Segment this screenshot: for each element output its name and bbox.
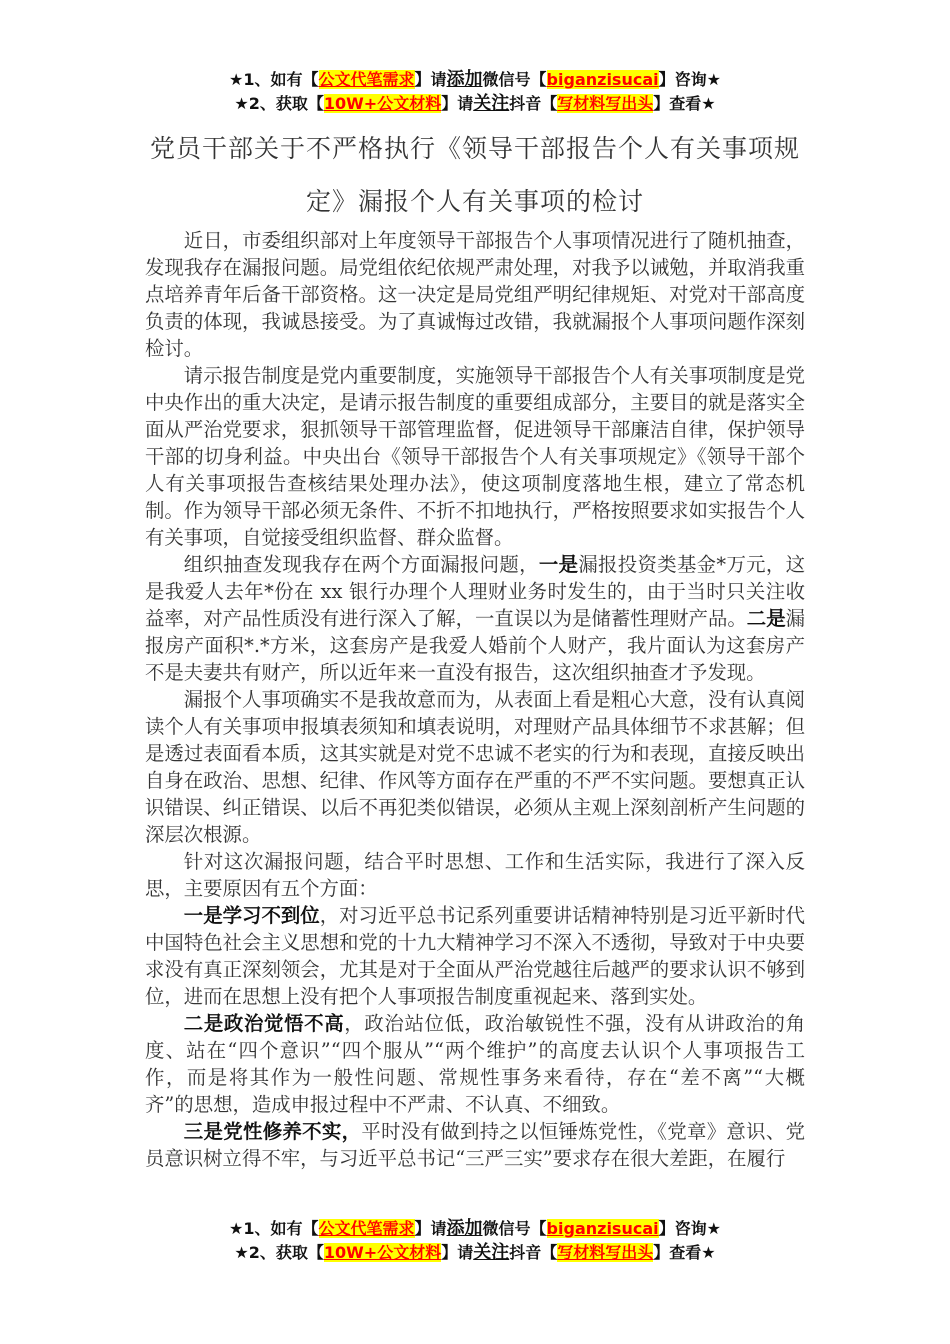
promo-text: 抖音【 [509, 94, 558, 113]
promo-text: ★1、如有【 [229, 70, 319, 89]
promo-underline: 关注 [473, 93, 510, 114]
promo-banner-top [0, 68, 950, 116]
promo-text: 】咨询★ [658, 1219, 721, 1238]
paragraph-text: 请示报告制度是党内重要制度，实施领导干部报告个人有关事项制度是党中央作出的重大决定，是请示报告制度的重要组成部分，主要目的就是落实全面从严治党要求，狠抓领导干部管理监督，促进领导干部廉洁自律，保护领导干部的切身利益。中央出台《领导干部报告个人有关事项规定》《领导干部个人有关事项报告查核结果处理办法》，使这项制度落地生根，建立了常态机制。作为领导干部必须无条件、不折不扣地执行，严格按照要求如实报告个人有关事项，自觉接受组织监督、群众监督。 [145, 364, 805, 549]
paragraph [145, 551, 805, 686]
promo-text: ★2、获取【 [234, 94, 324, 113]
paragraph [145, 686, 805, 848]
promo-text: ★1、如有【 [229, 1219, 319, 1238]
promo-douyin-id: 写材料写出头 [557, 94, 654, 113]
paragraph-text: ，政治站位低，政治敏锐性不强，没有从讲政治的角度、站在“四个意识”“四个服从”“两个维护”的高度去认识个人事项报告工作，而是将其作为一般性问题、常规性事务来看待，存在“差不离”“大概齐”的思想，造成申报过程中不严肃、不认真、不细致。 [145, 1012, 806, 1116]
promo-text: 】查看★ [653, 1243, 716, 1262]
paragraph-text: 漏报个人事项确实不是我故意而为，从表面上看是粗心大意，没有认真阅读个人有关事项申报填表须知和填表说明，对理财产品具体细节不求甚解；但是透过表面看本质，这其实就是对党不忠诚不老实的行为和表现，直接反映出自身在政治、思想、纪律、作风等方面存在严重的不严不实问题。要想真正认识错误、纠正错误、以后不再犯类似错误，必须从主观上深刻剖析产生问题的深层次根源。 [145, 688, 805, 846]
bold-lead-text: 二是政治觉悟不高 [183, 1012, 345, 1035]
promo-underline: 关注 [473, 1242, 510, 1263]
document-title: 党员干部关于不严格执行《领导干部报告个人有关事项规定》漏报个人有关事项的检讨 [149, 134, 800, 216]
promo-text: 】查看★ [653, 94, 716, 113]
paragraph-text: 组织抽查发现我存在两个方面漏报问题， [183, 553, 539, 576]
promo-text: ★2、获取【 [234, 1243, 324, 1262]
promo-wechat-id: biganzisucai [546, 1219, 659, 1238]
promo-banner-bottom [0, 1217, 950, 1265]
promo-text: 】请 [441, 1243, 474, 1262]
paragraph-text: 针对这次漏报问题，结合平时思想、工作和生活实际，我进行了深入反思，主要原因有五个方面： [145, 850, 805, 900]
promo-text: 】咨询★ [658, 70, 721, 89]
promo-highlight: 公文代笔需求 [318, 70, 415, 89]
promo-line-1 [0, 68, 950, 92]
document-body [145, 227, 805, 1172]
paragraph [145, 227, 805, 362]
paragraph-text: ，对习近平总书记系列重要讲话精神特别是习近平新时代中国特色社会主义思想和党的十九大精神学习不深入不透彻，导致对于中央要求没有真正深刻领会，尤其是对于全面从严治党越往后越严的要求认识不够到位，进而在思想上没有把个人事项报告制度重视起来、落到实处。 [145, 904, 806, 1008]
paragraph-text: 漏报投资类基金*万元，这是我爱人去年*份在 xx 银行办理个人理财业务时发生的，由于当时只关注收益率，对产品性质没有进行深入了解，一直误以为是储蓄性理财产品。 [145, 553, 806, 630]
paragraph [145, 848, 805, 902]
promo-highlight: 10W+公文材料 [323, 1243, 442, 1262]
promo-text: 微信号【 [482, 1219, 547, 1238]
promo-line-2 [0, 92, 950, 116]
paragraph-text: 平时没有做到持之以恒锤炼党性，《党章》意识、党员意识树立得不牢，与习近平总书记“三严三实”要求存在很大差距，在履行 [145, 1120, 806, 1170]
promo-line-1 [0, 1217, 950, 1241]
paragraph [145, 902, 805, 1010]
paragraph-text: 近日，市委组织部对上年度领导干部报告个人事项情况进行了随机抽查，发现我存在漏报问题。局党组依纪依规严肃处理，对我予以诫勉，并取消我重点培养青年后备干部资格。这一决定是局党组严明纪律规矩、对党对干部高度负责的体现，我诚恳接受。为了真诚悔过改错，我就漏报个人事项问题作深刻检讨。 [145, 229, 805, 360]
bold-lead-text: 三是党性修养不实， [183, 1120, 362, 1143]
promo-text: 】请 [441, 94, 474, 113]
bold-lead-text: 二是 [746, 607, 786, 630]
paragraph-text: 漏报房产面积*.*方米，这套房产是我爱人婚前个人财产，我片面认为这套房产不是夫妻共有财产，所以近年来一直没有报告，这次组织抽查才予发现。 [145, 607, 806, 684]
promo-line-2 [0, 1241, 950, 1265]
bold-lead-text: 一是学习不到位 [183, 904, 320, 927]
promo-text: 抖音【 [509, 1243, 558, 1262]
paragraph [145, 1010, 805, 1118]
promo-wechat-id: biganzisucai [546, 70, 659, 89]
promo-highlight: 公文代笔需求 [318, 1219, 415, 1238]
promo-douyin-id: 写材料写出头 [557, 1243, 654, 1262]
promo-highlight: 10W+公文材料 [323, 94, 442, 113]
promo-underline: 添加 [446, 1218, 483, 1239]
promo-text: 】请 [414, 70, 447, 89]
promo-text: 微信号【 [482, 70, 547, 89]
bold-lead-text: 一是 [538, 553, 579, 576]
promo-text: 】请 [414, 1219, 447, 1238]
promo-underline: 添加 [446, 69, 483, 90]
paragraph [145, 1118, 805, 1172]
paragraph [145, 362, 805, 551]
